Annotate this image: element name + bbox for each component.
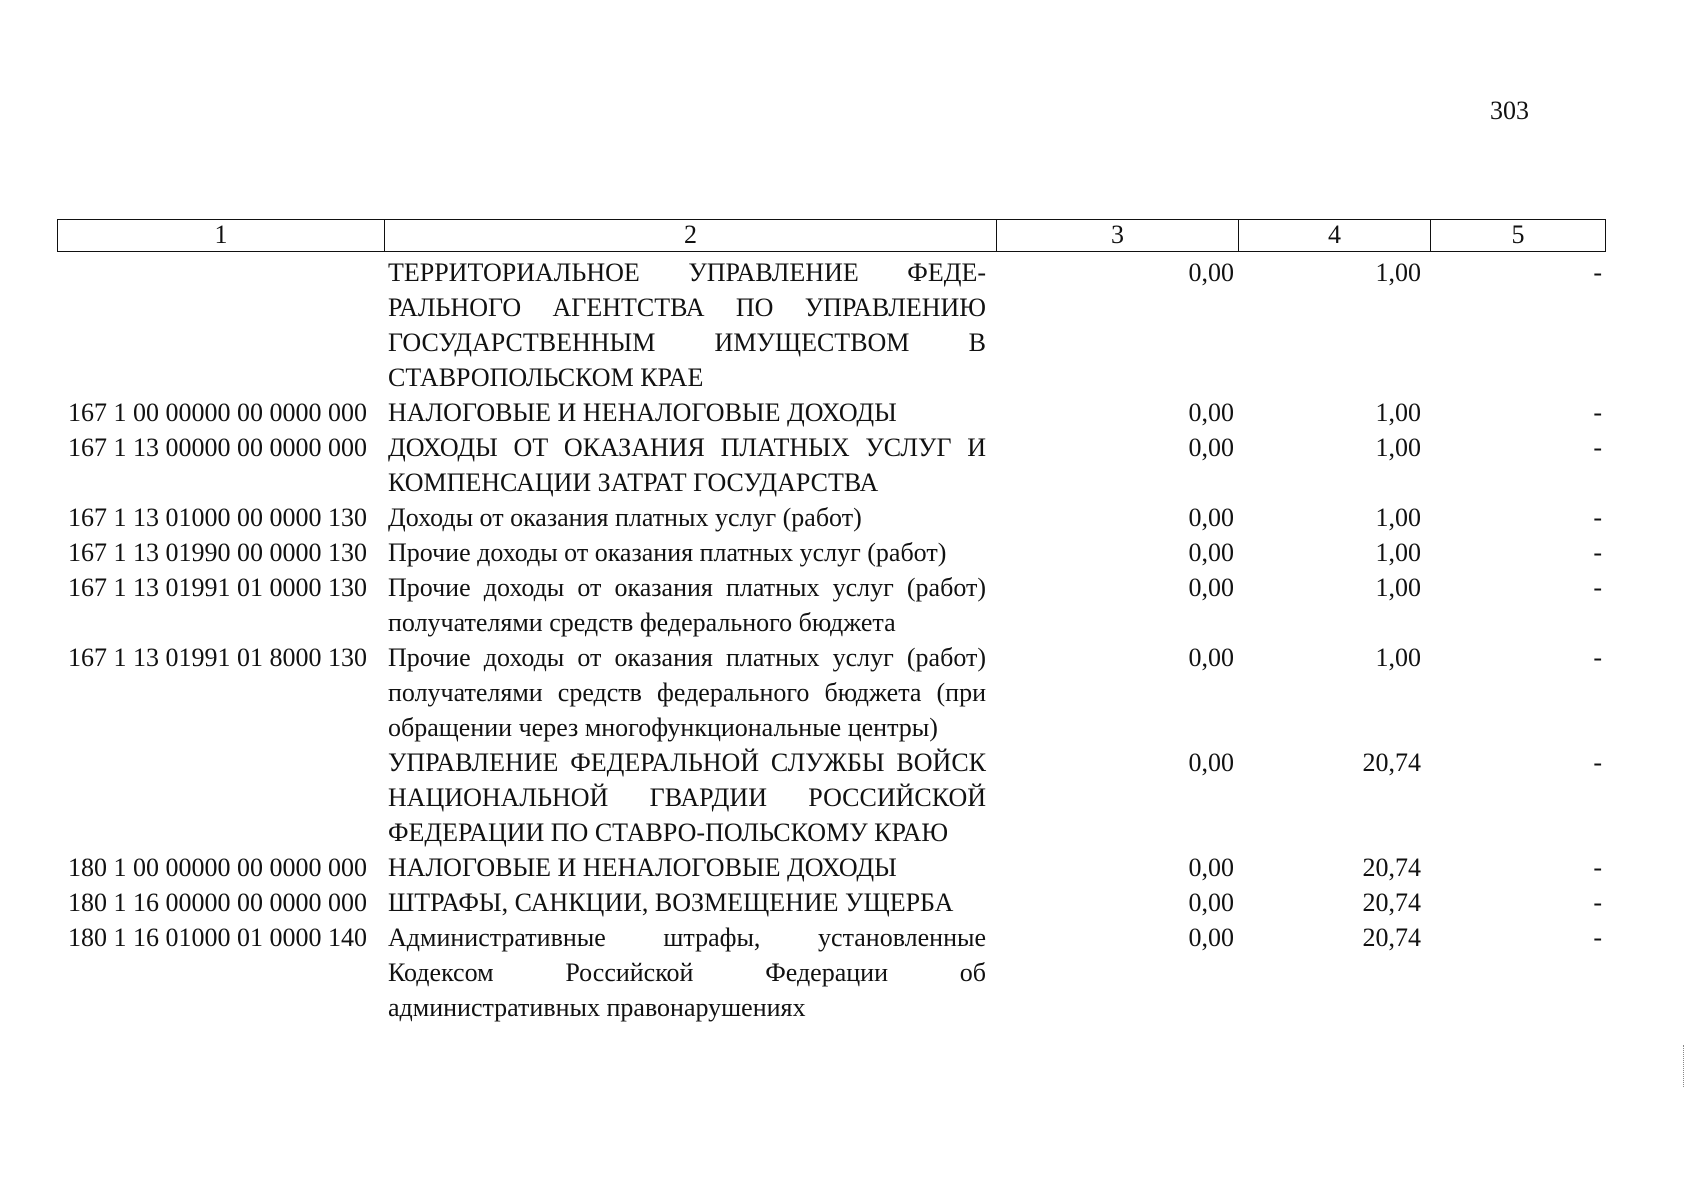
row-col-3: 0,00 xyxy=(1188,643,1234,672)
row-name: НАЛОГОВЫЕ И НЕНАЛОГОВЫЕ ДОХОДЫ xyxy=(388,398,897,427)
table-row xyxy=(57,850,1606,885)
row-col-5: - xyxy=(1593,748,1602,777)
row-col-4: 20,74 xyxy=(1362,853,1421,882)
header-col-5: 5 xyxy=(1511,220,1525,249)
row-name: Доходы от оказания платных услуг (работ) xyxy=(388,503,862,532)
row-code: 180 1 16 01000 01 0000 140 xyxy=(68,923,367,952)
header-col-4: 4 xyxy=(1239,220,1431,251)
row-col-3: 0,00 xyxy=(1188,923,1234,952)
table-header xyxy=(57,219,1606,252)
row-code: 167 1 13 01991 01 8000 130 xyxy=(68,643,367,672)
row-code: 167 1 13 00000 00 0000 000 xyxy=(68,433,367,462)
row-col-3: 0,00 xyxy=(1188,748,1234,777)
row-name: Прочие доходы от оказания платных услуг (работ) xyxy=(388,538,947,567)
row-col-3: 0,00 xyxy=(1188,503,1234,532)
row-col-4: 1,00 xyxy=(1375,258,1421,287)
row-code: 167 1 00 00000 00 0000 000 xyxy=(68,398,367,427)
row-col-4: 1,00 xyxy=(1375,573,1421,602)
table-row xyxy=(57,920,1606,1025)
row-col-4: 1,00 xyxy=(1375,398,1421,427)
row-name: Прочие доходы от оказания платных услуг (работ) получателями средств федерального бюджета xyxy=(388,573,986,637)
row-code: 167 1 13 01990 00 0000 130 xyxy=(68,538,367,567)
row-code xyxy=(57,255,384,395)
row-name: НАЛОГОВЫЕ И НЕНАЛОГОВЫЕ ДОХОДЫ xyxy=(388,853,897,882)
row-col-5: - xyxy=(1593,398,1602,427)
table-body xyxy=(57,255,1606,1025)
row-col-3: 0,00 xyxy=(1188,398,1234,427)
row-name: Административные штрафы, установленные Кодексом Российской Федерации об административных правонарушениях xyxy=(388,923,986,1022)
row-col-3: 0,00 xyxy=(1188,258,1234,287)
row-col-5: - xyxy=(1593,573,1602,602)
header-col-3: 3 xyxy=(997,220,1239,251)
row-col-4: 1,00 xyxy=(1375,538,1421,567)
table-row xyxy=(57,255,1606,395)
row-col-4: 1,00 xyxy=(1375,643,1421,672)
row-name: ШТРАФЫ, САНКЦИИ, ВОЗМЕЩЕНИЕ УЩЕРБА xyxy=(388,888,954,917)
row-code: 180 1 00 00000 00 0000 000 xyxy=(68,853,367,882)
row-col-5: - xyxy=(1593,503,1602,532)
row-col-5: - xyxy=(1593,258,1602,287)
row-name: Прочие доходы от оказания платных услуг (работ) получателями средств федерального бюджета (при обращении через многофункциональные центры) xyxy=(388,643,986,742)
row-name: УПРАВЛЕНИЕ ФЕДЕРАЛЬНОЙ СЛУЖБЫ ВОЙСК НАЦИОНАЛЬНОЙ ГВАРДИИ РОССИЙСКОЙ ФЕДЕРАЦИИ ПО СТАВРО-ПОЛЬСКОМУ КРАЮ xyxy=(388,748,986,847)
row-col-4: 20,74 xyxy=(1362,923,1421,952)
header-col-1: 1 xyxy=(58,220,385,251)
row-code xyxy=(57,745,384,850)
row-col-5: - xyxy=(1593,888,1602,917)
row-name: ТЕРРИТОРИАЛЬНОЕ УПРАВЛЕНИЕ ФЕДЕ-РАЛЬНОГО АГЕНТСТВА ПО УПРАВЛЕНИЮ ГОСУДАРСТВЕННЫМ ИМУЩЕСТВОМ В СТАВРОПОЛЬСКОМ КРАЕ xyxy=(388,258,986,392)
table-row xyxy=(57,885,1606,920)
row-col-4: 1,00 xyxy=(1375,433,1421,462)
row-col-4: 1,00 xyxy=(1375,503,1421,532)
table-row xyxy=(57,570,1606,640)
row-col-5: - xyxy=(1593,853,1602,882)
row-col-5: - xyxy=(1593,923,1602,952)
row-col-5: - xyxy=(1593,643,1602,672)
table-row xyxy=(57,535,1606,570)
row-code: 167 1 13 01000 00 0000 130 xyxy=(68,503,367,532)
header-col-2: 2 xyxy=(385,220,997,251)
row-col-5: - xyxy=(1593,433,1602,462)
row-name: ДОХОДЫ ОТ ОКАЗАНИЯ ПЛАТНЫХ УСЛУГ И КОМПЕНСАЦИИ ЗАТРАТ ГОСУДАРСТВА xyxy=(388,433,986,497)
row-code: 180 1 16 00000 00 0000 000 xyxy=(68,888,367,917)
row-col-3: 0,00 xyxy=(1188,853,1234,882)
table-row xyxy=(57,430,1606,500)
row-col-4: 20,74 xyxy=(1362,748,1421,777)
row-col-5: - xyxy=(1593,538,1602,567)
margin-mark xyxy=(1683,1045,1685,1087)
row-col-3: 0,00 xyxy=(1188,573,1234,602)
page-number: 303 xyxy=(1490,96,1529,125)
table-row xyxy=(57,500,1606,535)
row-code: 167 1 13 01991 01 0000 130 xyxy=(68,573,367,602)
row-col-3: 0,00 xyxy=(1188,433,1234,462)
row-col-4: 20,74 xyxy=(1362,888,1421,917)
table-row xyxy=(57,640,1606,745)
row-col-3: 0,00 xyxy=(1188,888,1234,917)
table-row xyxy=(57,745,1606,850)
table-row xyxy=(57,395,1606,430)
row-col-3: 0,00 xyxy=(1188,538,1234,567)
